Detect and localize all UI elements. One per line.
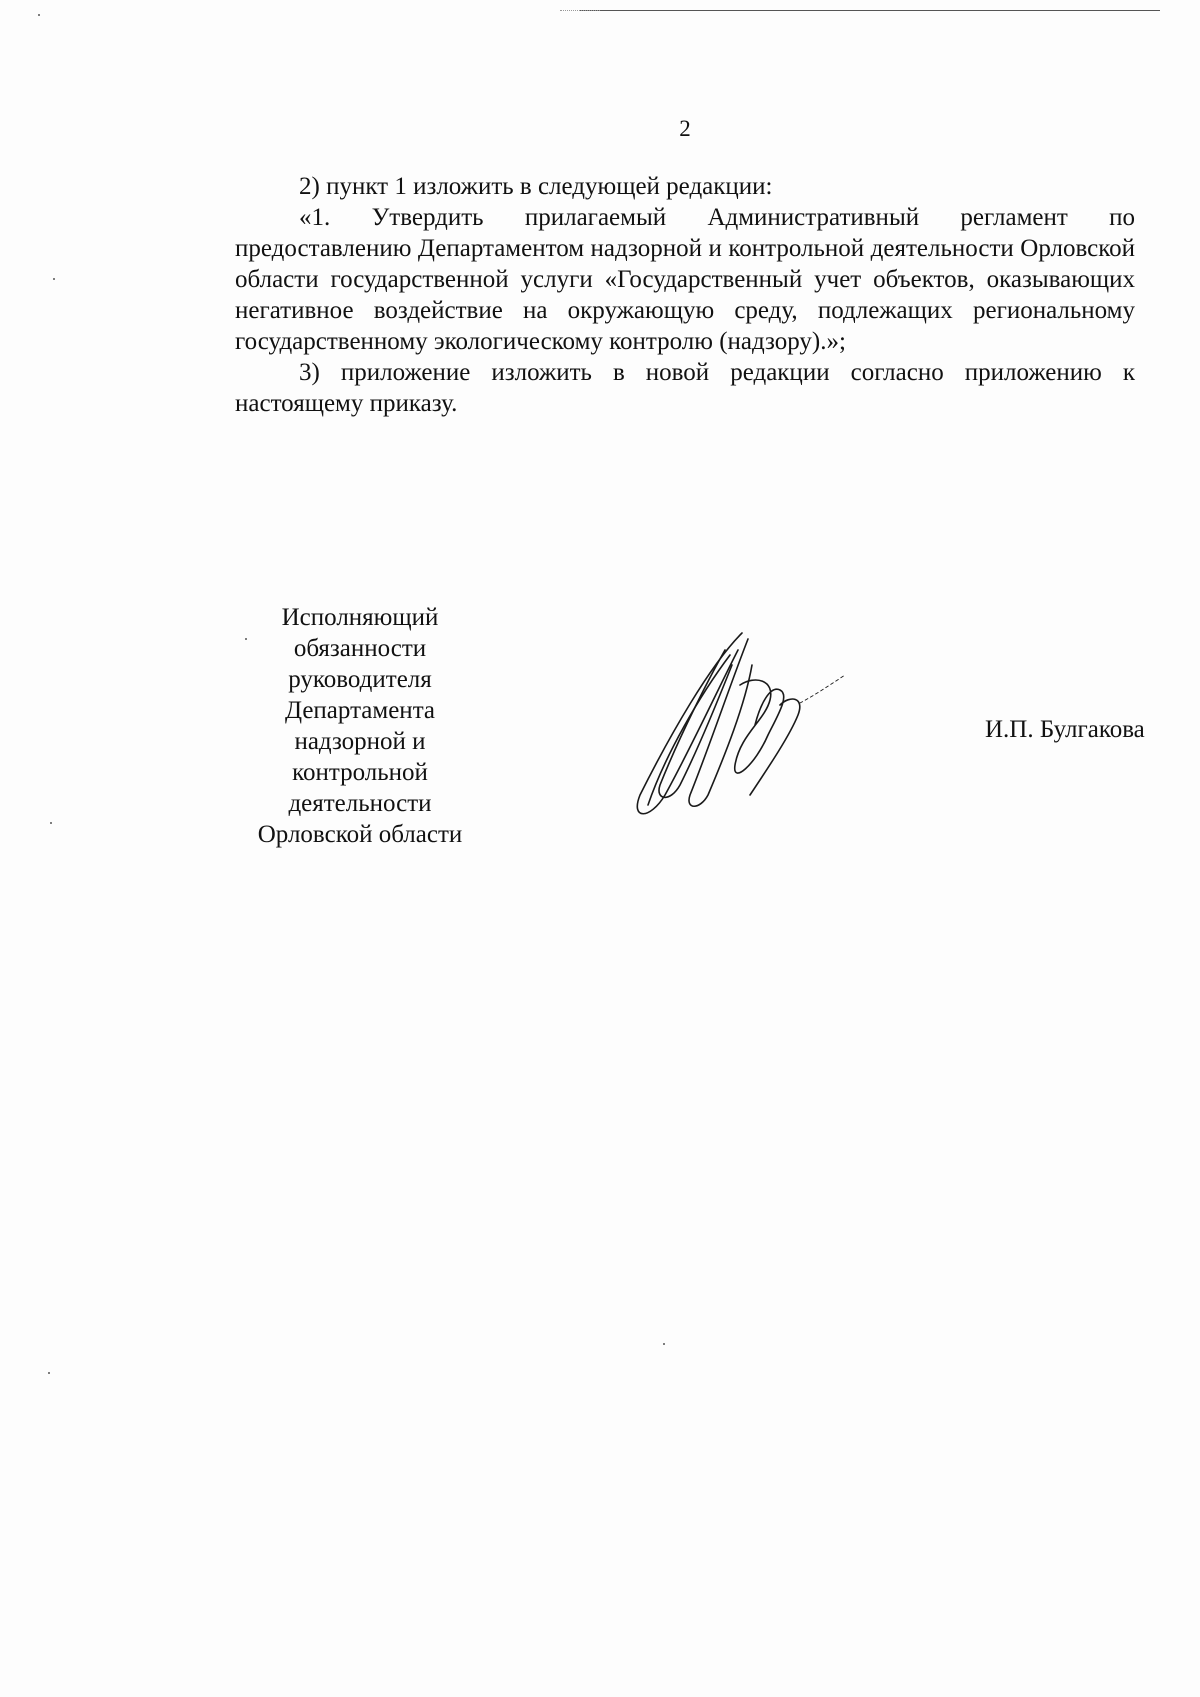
scan-speck	[48, 1372, 50, 1374]
position-line: контрольной	[292, 759, 428, 786]
position-line: Департамента	[284, 697, 436, 724]
page-number: 2	[679, 116, 691, 141]
scan-speck	[50, 822, 52, 824]
scan-speck	[38, 14, 40, 16]
position-line: обязанности	[293, 635, 427, 662]
paragraph-item-3: 3) приложение изложить в новой редакции согласно приложению к настоящему приказу.	[235, 359, 1135, 417]
scan-speck	[53, 278, 55, 280]
position-line: надзорной и	[294, 728, 426, 755]
position-line: Исполняющий	[281, 604, 439, 631]
paragraph-item-2: 2) пункт 1 изложить в следующей редакции:	[299, 173, 773, 200]
scan-edge-line-faint	[560, 10, 600, 11]
signer-name: И.П. Булгакова	[985, 716, 1145, 743]
handwritten-signature	[630, 625, 850, 825]
scan-edge-line	[580, 10, 1160, 11]
position-line: Орловской области	[257, 821, 463, 848]
position-line: деятельности	[288, 790, 432, 817]
scan-speck	[663, 1343, 665, 1345]
position-line: руководителя	[288, 666, 432, 693]
signatory-position	[230, 602, 490, 850]
paragraph-item-1-text: «1. Утвердить прилагаемый Административный регламент по предоставлению Департаментом надзорной и контрольной деятельности Орловской области государственной услуги «Государственный учет объектов, оказывающих негативное воздействие на окружающую среду, подлежащих региональному государственному экологическому контролю (надзору).»;	[235, 204, 1135, 355]
document-body	[235, 171, 1135, 419]
